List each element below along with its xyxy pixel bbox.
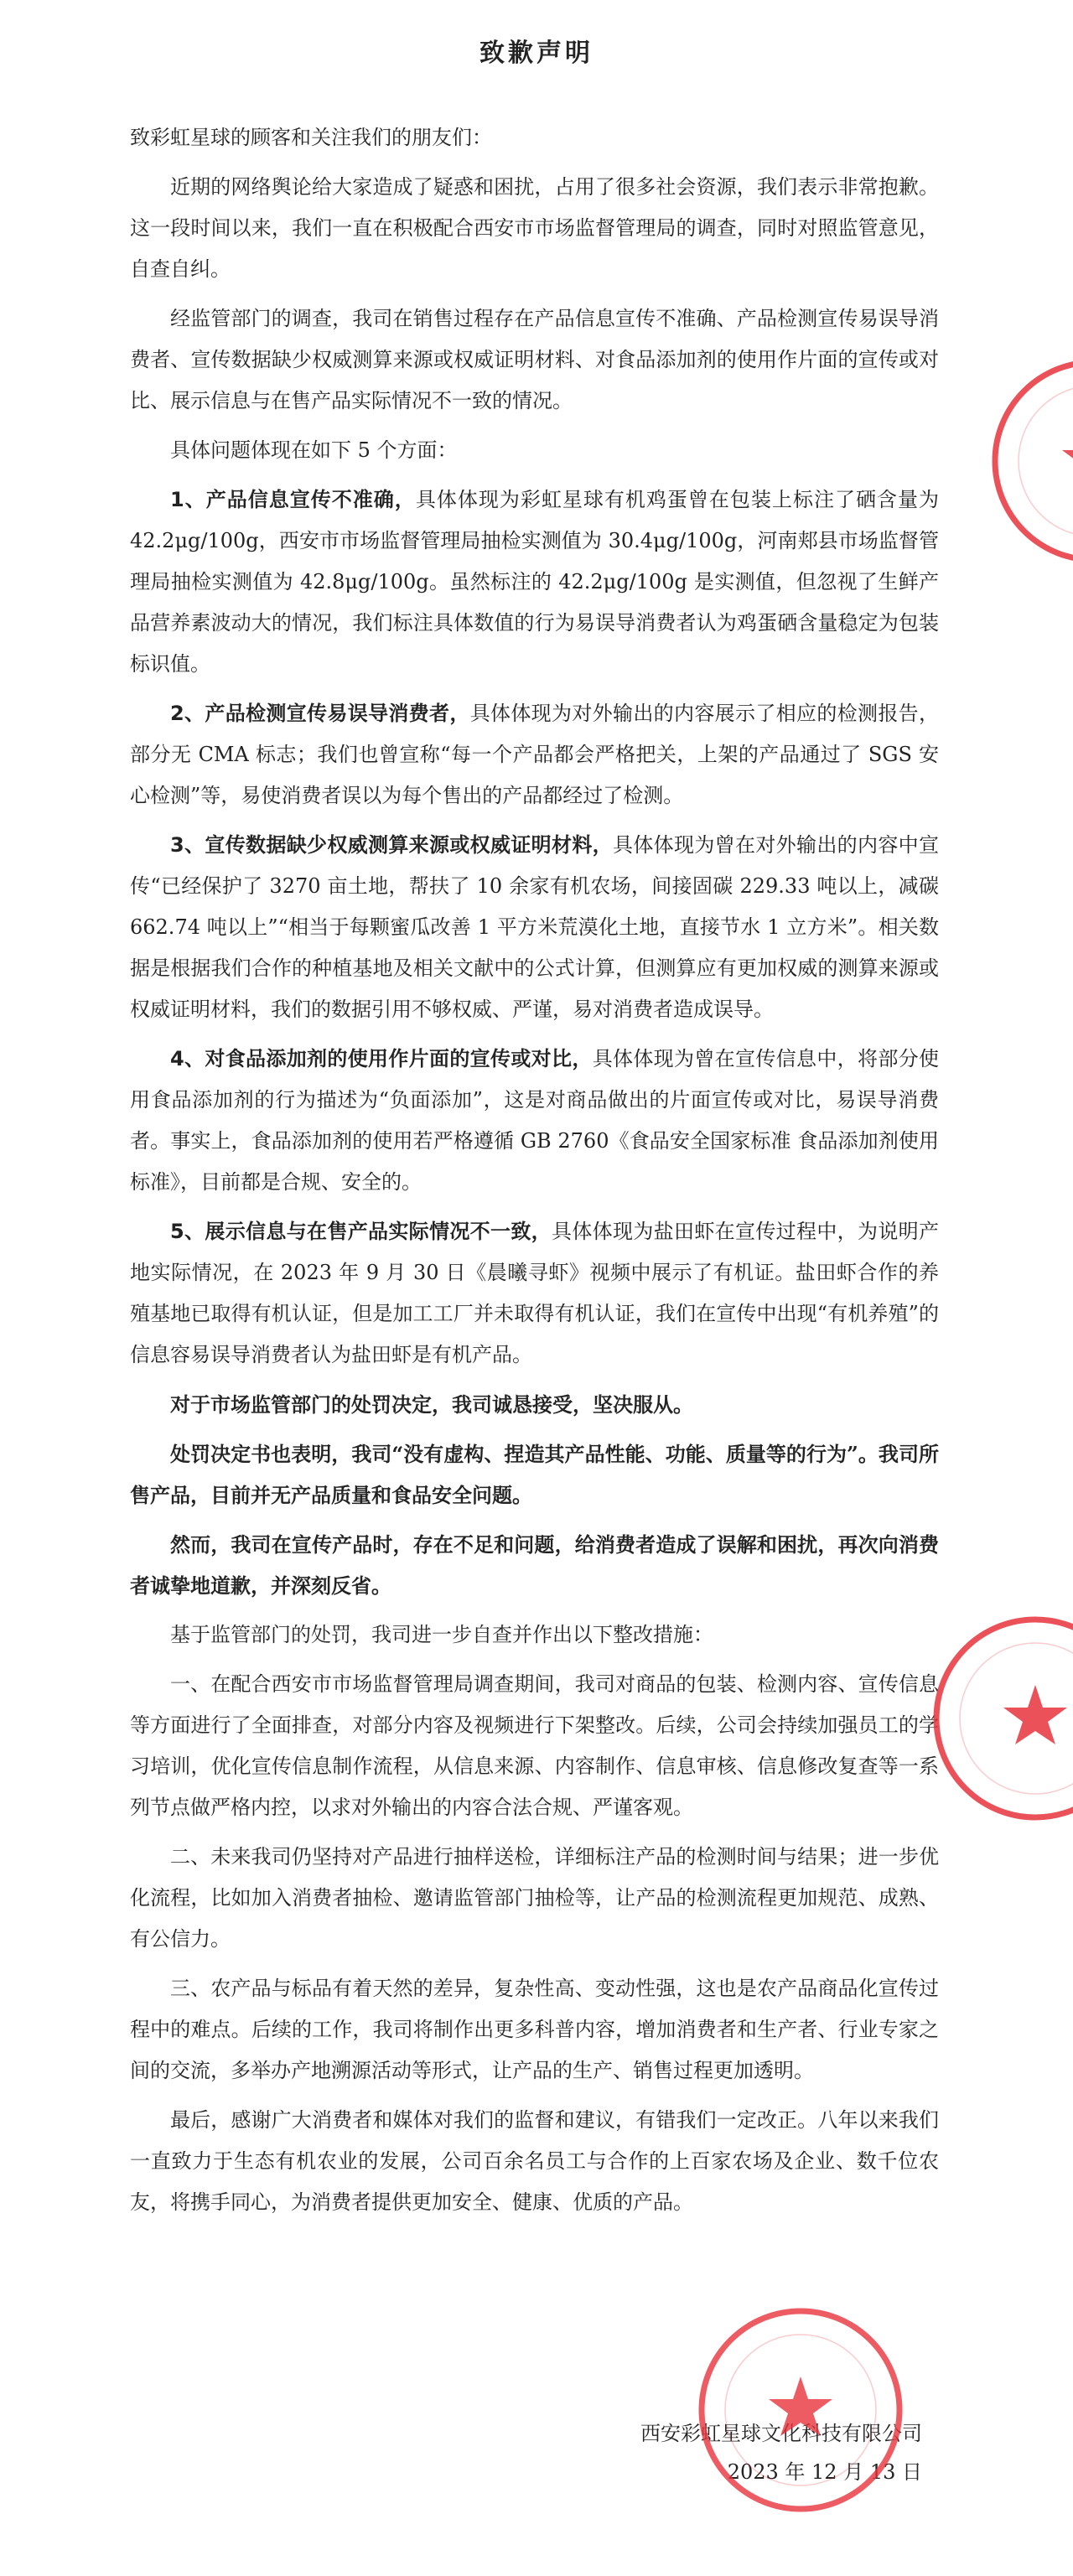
- measure-item-1: 一、在配合西安市市场监督管理局调查期间，我司对商品的包装、检测内容、宣传信息等方面进行了全面排查，对部分内容及视频进行下架整改。后续，公司会持续加强员工的学习培训，优化宣传信息制作流程，从信息来源、内容制作、信息审核、信息修改复查等一系列节点做严格内控，以求对外输出的内容合法合规、严谨客观。: [130, 1672, 939, 1819]
- seal-icon: [989, 356, 1073, 566]
- document-title: 致歉声明: [479, 39, 594, 68]
- issue-lead: 3、宣传数据缺少权威测算来源或权威证明材料，: [170, 833, 614, 857]
- issue-item-1: [130, 479, 939, 685]
- seal-stamp-bottom: [696, 2305, 905, 2515]
- company-name: 西安彩虹星球文化科技有限公司: [640, 2422, 922, 2445]
- seal-icon: [930, 1614, 1073, 1823]
- issue-item-3: [130, 825, 939, 1030]
- signature-date: 2023 年 12 月 13 日: [727, 2460, 922, 2484]
- paragraph-investigation: 经监管部门的调查，我司在销售过程存在产品信息宣传不准确、产品检测宣传易误导消费者、宣传数据缺少权威测算来源或权威证明材料、对食品添加剂的使用作片面的宣传或对比、展示信息与在售产品实际情况不一致的情况。: [130, 307, 939, 412]
- issue-lead: 1、产品信息宣传不准确，: [170, 488, 416, 511]
- paragraph-intro: 近期的网络舆论给大家造成了疑惑和困扰，占用了很多社会资源，我们表示非常抱歉。这一段时间以来，我们一直在积极配合西安市市场监督管理局的调查，同时对照监管意见，自查自纠。: [130, 175, 939, 281]
- issue-lead: 2、产品检测宣传易误导消费者，: [170, 702, 470, 725]
- document-body: [130, 117, 939, 2231]
- seal-icon: [696, 2305, 905, 2515]
- issue-lead: 4、对食品添加剂的使用作片面的宣传或对比，: [170, 1047, 593, 1070]
- salutation: 致彩虹星球的顾客和关注我们的朋友们：: [130, 126, 492, 149]
- measure-item-2: 二、未来我司仍坚持对产品进行抽样送检，详细标注产品的检测时间与结果；进一步优化流程，比如加入消费者抽检、邀请监管部门抽检等，让产品的检测流程更加规范、成熟、有公信力。: [130, 1845, 939, 1951]
- issue-item-5: [130, 1211, 939, 1376]
- seal-stamp-middle: [930, 1614, 1073, 1823]
- measure-item-3: 三、农产品与标品有着天然的差异，复杂性高、变动性强，这也是农产品商品化宣传过程中的难点。后续的工作，我司将制作出更多科普内容，增加消费者和生产者、行业专家之间的交流，多举办产地溯源活动等形式，让产品的生产、销售过程更加透明。: [130, 1977, 939, 2082]
- issue-text: 具体体现为彩虹星球有机鸡蛋曾在包装上标注了硒含量为 42.2μg/100g，西安市市场监督管理局抽检实测值为 30.4μg/100g，河南郏县市场监督管理局抽检实测值为 42.8μg/100g。虽然标注的 42.2μg/100g 是实测值，但忽视了生鲜产品营养素波动大的情况，我们标注具体数值的行为易误导消费者认为鸡蛋硒含量稳定为包装标识值。: [130, 488, 940, 676]
- paragraph-closing: 最后，感谢广大消费者和媒体对我们的监督和建议，有错我们一定改正。八年以来我们一直致力于生态有机农业的发展，公司百余名员工与合作的上百家农场及企业、数千位农友，将携手同心，为消费者提供更加安全、健康、优质的产品。: [130, 2108, 939, 2214]
- paragraph-accept-penalty: 对于市场监管部门的处罚决定，我司诚恳接受，坚决服从。: [170, 1392, 693, 1417]
- paragraph-issues-intro: 具体问题体现在如下 5 个方面：: [170, 438, 458, 462]
- seal-stamp-top: [989, 356, 1073, 566]
- issue-text: 具体体现为盐田虾在宣传过程中，为说明产地实际情况，在 2023 年 9 月 30 日《晨曦寻虾》视频中展示了有机证。盐田虾合作的养殖基地已取得有机认证，但是加工工厂并未取得有机认证，我们在宣传中出现“有机养殖”的信息容易误导消费者认为盐田虾是有机产品。: [130, 1220, 939, 1366]
- paragraph-apology: 然而，我司在宣传产品时，存在不足和问题，给消费者造成了误解和困扰，再次向消费者诚挚地道歉，并深刻反省。: [130, 1532, 939, 1598]
- issue-item-4: [130, 1039, 939, 1203]
- issue-text: 具体体现为曾在宣传信息中，将部分使用食品添加剂的行为描述为“负面添加”，这是对商品做出的片面宣传或对比，易误导消费者。事实上，食品添加剂的使用若严格遵循 GB 2760《食品安全国家标准 食品添加剂使用标准》，目前都是合规、安全的。: [130, 1047, 940, 1194]
- issue-text: 具体体现为曾在对外输出的内容中宣传“已经保护了 3270 亩土地，帮扶了 10 余家有机农场，间接固碳 229.33 吨以上，减碳 662.74 吨以上”“相当于每颗蜜瓜改善 1 平方米荒漠化土地，直接节水 1 立方米”。相关数据是根据我们合作的种植基地及相关文献中的公式计算，但测算应有更加权威的测算来源或权威证明材料，我们的数据引用不够权威、严谨，易对消费者造成误导。: [130, 833, 939, 1021]
- paragraph-penalty-statement: 处罚决定书也表明，我司“没有虚构、捏造其产品性能、功能、质量等的行为”。我司所售产品，目前并无产品质量和食品安全问题。: [130, 1442, 939, 1507]
- paragraph-rectification-intro: 基于监管部门的处罚，我司进一步自查并作出以下整改措施：: [170, 1623, 713, 1646]
- issue-text: 具体体现为对外输出的内容展示了相应的检测报告，部分无 CMA 标志；我们也曾宣称“每一个产品都会严格把关，上架的产品通过了 SGS 安心检测”等，易使消费者误以为每个售出的产品都经过了检测。: [130, 702, 939, 807]
- issue-lead: 5、展示信息与在售产品实际情况不一致，: [170, 1220, 552, 1243]
- issue-item-2: [130, 693, 939, 816]
